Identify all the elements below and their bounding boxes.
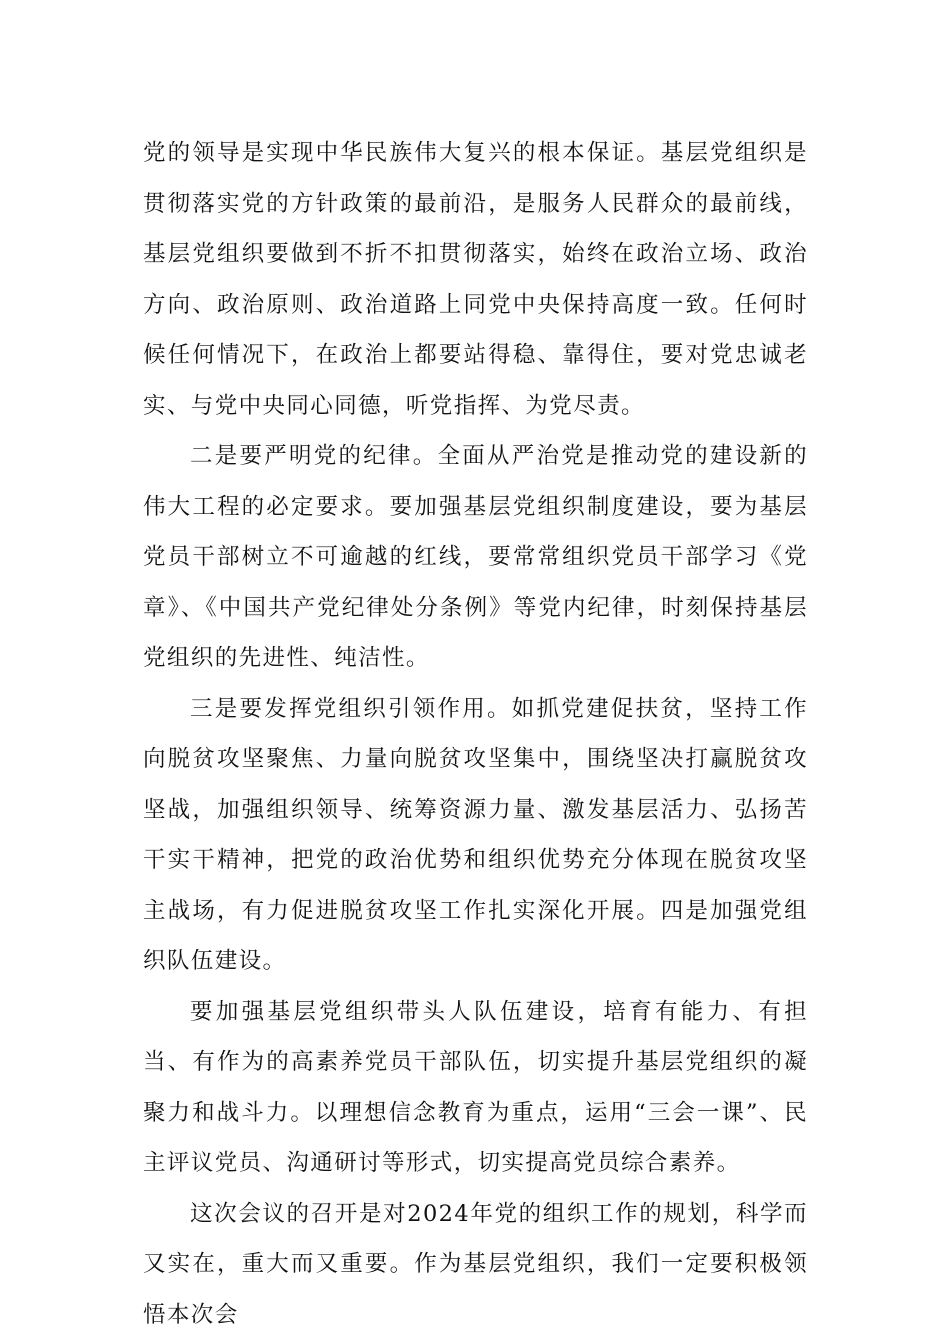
- paragraph-team-building: 要加强基层党组织带头人队伍建设，培育有能力、有担当、有作为的高素养党员干部队伍，切实提升基层党组织的凝聚力和战斗力。以理想信念教育为重点，运用“三会一课”、民主评议党员、沟通研讨等形式，切实提高党员综合素养。: [143, 998, 808, 1176]
- document-body: [143, 128, 808, 1340]
- paragraph-party-leadership: 党的领导是实现中华民族伟大复兴的根本保证。基层党组织是贯彻落实党的方针政策的最前沿，是服务人民群众的最前线，基层党组织要做到不折不扣贯彻落实，始终在政治立场、政治方向、政治原则、政治道路上同党中央保持高度一致。任何时候任何情况下，在政治上都要站得稳、靠得住，要对党忠诚老实、与党中央同心同德，听党指挥、为党尽责。: [143, 140, 808, 419]
- paragraph-party-discipline: 二是要严明党的纪律。全面从严治党是推动党的建设新的伟大工程的必定要求。要加强基层党组织制度建设，要为基层党员干部树立不可逾越的红线，要常常组织党员干部学习《党章》、《中国共产党纪律处分条例》等党内纪律，时刻保持基层党组织的先进性、纯洁性。: [143, 443, 808, 671]
- paragraph-leading-role: 三是要发挥党组织引领作用。如抓党建促扶贫，坚持工作向脱贫攻坚聚焦、力量向脱贫攻坚集中，围绕坚决打赢脱贫攻坚战，加强组织领导、统筹资源力量、激发基层活力、弘扬苦干实干精神，把党的政治优势和组织优势充分体现在脱贫攻坚主战场，有力促进脱贫攻坚工作扎实深化开展。四是加强党组织队伍建设。: [143, 695, 808, 974]
- paragraph-meeting-significance: 这次会议的召开是对2024年党的组织工作的规划，科学而又实在，重大而又重要。作为基层党组织，我们一定要积极领悟本次会: [143, 1200, 808, 1328]
